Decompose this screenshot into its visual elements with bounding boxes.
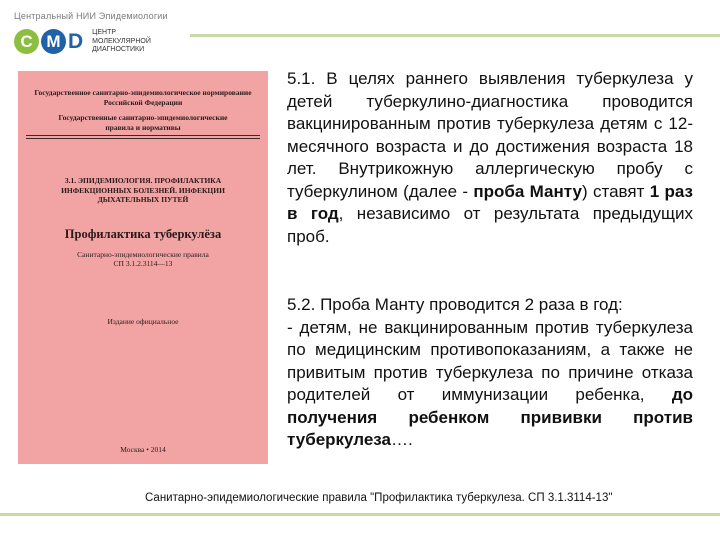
paragraph-text: ) ставят	[581, 181, 650, 201]
cover-section: ДЫХАТЕЛЬНЫХ ПУТЕЙ	[97, 195, 189, 204]
header-divider	[190, 34, 720, 37]
cover-rules: Санитарно-эпидемиологические правила	[77, 249, 209, 259]
paragraph-5-2	[287, 294, 693, 452]
cover-section: 3.1. ЭПИДЕМИОЛОГИЯ. ПРОФИЛАКТИКА	[64, 176, 222, 185]
cover-section: ИНФЕКЦИОННЫХ БОЛЕЗНЕЙ. ИНФЕКЦИИ	[61, 185, 225, 195]
paragraph-text: - детям, не вакцинированным против туберкулеза по медицинским противопоказаниям, а также не привитым против туберкулеза по причине отказа родителей от иммунизации ребенка,	[287, 317, 693, 404]
cover-edition: Издание официальное	[107, 316, 179, 326]
logo-subtitle-line: МОЛЕКУЛЯРНОЙ	[92, 37, 151, 45]
cover-divider	[26, 138, 260, 139]
cover-city-year: Москва • 2014	[120, 445, 166, 454]
cover-line: Государственное санитарно-эпидемиологическое нормирование	[34, 88, 252, 97]
cover-divider	[26, 135, 260, 136]
logo-letter-d: D	[68, 29, 84, 53]
logo-letter-c: C	[14, 29, 39, 54]
paragraph-heading: 5.2. Проба Манту проводится 2 раза в год:	[287, 295, 623, 314]
cmd-logo	[14, 29, 151, 55]
logo-subtitle	[92, 29, 151, 55]
paragraph-text: 5.1. В целях раннего выявления туберкулеза у детей туберкулино-диагностика проводится вакцинированным против туберкулеза детям с 12-месячного возраста и до достижения возраста 18 лет. Внутрикожную аллергическую пробу с туберкулином (далее -	[287, 69, 693, 201]
cover-main-title: Профилактика туберкулёза	[64, 226, 222, 241]
document-cover	[18, 71, 268, 464]
source-caption: Санитарно-эпидемиологические правила "Профилактика туберкулеза. СП 3.1.3114-13"	[145, 492, 613, 504]
cover-line: Российской Федерации	[103, 97, 183, 107]
paragraph-text: ….	[391, 430, 413, 449]
paragraph-5-1	[287, 68, 693, 248]
cover-line: Государственные санитарно-эпидемиологические	[58, 113, 228, 122]
paragraph-bold: проба Манту	[473, 181, 582, 201]
footer-divider	[0, 513, 720, 516]
logo-subtitle-line: ДИАГНОСТИКИ	[92, 46, 145, 53]
cover-line: правила и нормативы	[105, 122, 181, 132]
logo-letter-m: M	[41, 29, 66, 54]
paragraph-body	[287, 317, 693, 452]
paragraph-bold: 1 раз в год	[287, 181, 693, 223]
org-line: Центральный НИИ Эпидемиологии	[14, 11, 168, 21]
logo-subtitle-line: ЦЕНТР	[92, 29, 117, 36]
cover-rules-code: СП 3.1.2.3114—13	[113, 259, 173, 268]
paragraph-bold: до получения ребенком прививки против туберкулеза	[287, 385, 693, 449]
paragraph-text: , независимо от результата предыдущих проб.	[287, 204, 693, 246]
